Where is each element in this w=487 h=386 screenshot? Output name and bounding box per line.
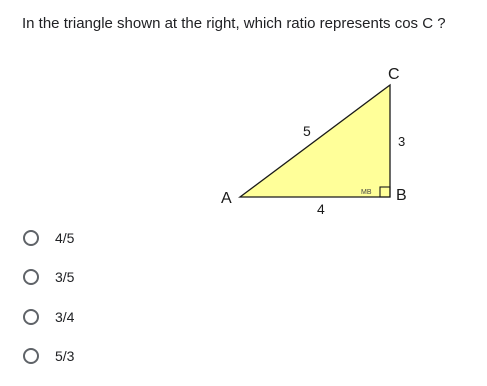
radio-button-icon[interactable] <box>23 348 39 364</box>
radio-button-icon[interactable] <box>23 309 39 325</box>
option-3[interactable] <box>22 305 222 329</box>
side-label-base: 4 <box>317 201 325 217</box>
side-label-vertical: 3 <box>398 134 406 149</box>
side-label-hypotenuse: 5 <box>303 123 311 139</box>
option-label: 3/5 <box>55 269 75 285</box>
option-label: 4/5 <box>55 230 75 246</box>
option-label: 5/3 <box>55 348 75 364</box>
triangle-diagram <box>210 56 430 220</box>
option-1[interactable] <box>22 226 222 250</box>
radio-button-icon[interactable] <box>23 269 39 285</box>
question-text: In the triangle shown at the right, which ratio represents cos C ? <box>22 15 446 32</box>
triangle-figure <box>210 56 430 220</box>
option-4[interactable] <box>22 344 222 368</box>
vertex-label-b: B <box>396 187 407 204</box>
option-label: 3/4 <box>55 309 75 325</box>
vertex-label-c: C <box>388 66 400 83</box>
option-2[interactable] <box>22 265 222 289</box>
watermark-mb: MB <box>361 189 372 196</box>
vertex-label-a: A <box>221 190 232 207</box>
right-triangle <box>240 85 390 197</box>
radio-button-icon[interactable] <box>23 230 39 246</box>
